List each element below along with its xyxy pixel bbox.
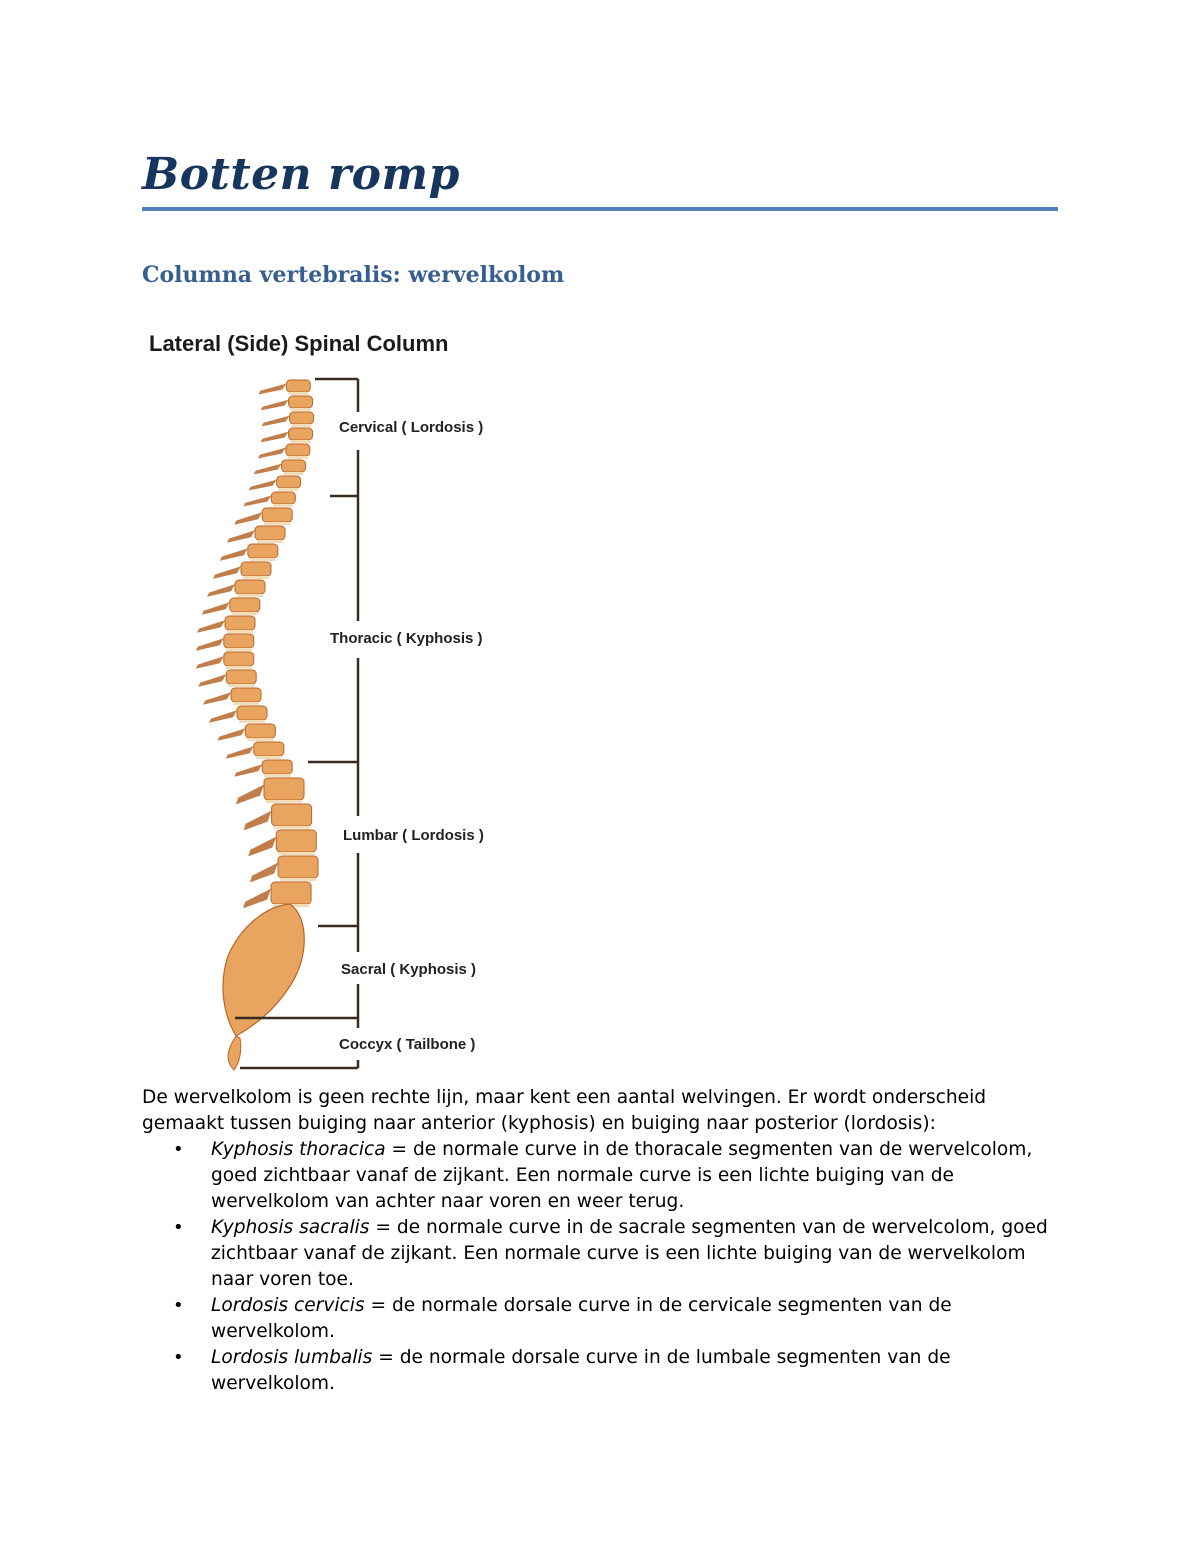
intervertebral-disc: [274, 826, 310, 829]
page-title: Botten romp: [142, 149, 460, 200]
intervertebral-disc: [279, 488, 299, 491]
vertebra-cervical: [277, 476, 301, 488]
vertebra-lumbar: [276, 830, 316, 852]
intervertebral-disc: [227, 630, 253, 633]
vertebra-lumbar: [264, 778, 304, 800]
label-lumbar: Lumbar ( Lordosis ): [343, 827, 484, 844]
list-item-term: Kyphosis sacralis: [211, 1217, 370, 1238]
list-item-term: Lordosis lumbalis: [211, 1347, 373, 1368]
vertebra-thoracic: [237, 706, 267, 720]
vertebra-thoracic: [226, 670, 256, 684]
spinous-process: [213, 566, 241, 579]
intervertebral-disc: [264, 774, 290, 777]
title-rule: [142, 207, 1058, 211]
vertebra-cervical: [289, 428, 313, 440]
vertebra-cervical: [286, 380, 310, 392]
list-item: [142, 1345, 1052, 1397]
vertebra-thoracic: [255, 526, 285, 540]
vertebra-thoracic: [241, 562, 271, 576]
spinous-process: [197, 620, 225, 633]
spinous-process: [198, 674, 226, 687]
intervertebral-disc: [237, 594, 263, 597]
vertebra-cervical: [286, 444, 310, 456]
list-item-text: = de normale curve in de thoracale segmenten van de wervelcolom, goed zichtbaar vanaf de zijkant. Een normale curve is een lichte buiging van de wervelkolom van achter naar voren en weer terug.: [211, 1139, 1033, 1212]
vertebra-thoracic: [235, 580, 265, 594]
intervertebral-disc: [226, 648, 252, 651]
vertebra-thoracic: [248, 544, 278, 558]
vertebra-thoracic: [224, 652, 254, 666]
intervertebral-disc: [250, 558, 276, 561]
intervertebral-disc: [256, 756, 282, 759]
vertebra-thoracic: [262, 508, 292, 522]
spinous-process: [234, 764, 262, 777]
vertebra-thoracic: [230, 598, 260, 612]
bullet-icon: •: [173, 1139, 184, 1160]
bullet-icon: •: [173, 1217, 184, 1238]
list-item-text: = de normale dorsale curve in de cervicale segmenten van de wervelkolom.: [211, 1295, 952, 1342]
list-item: [142, 1215, 1052, 1293]
spinous-process: [258, 448, 286, 459]
vertebra-lumbar: [278, 856, 318, 878]
spinous-process: [262, 416, 290, 427]
vertebra-thoracic: [245, 724, 275, 738]
spinous-process: [258, 384, 286, 395]
intro-paragraph: De wervelkolom is geen rechte lijn, maar kent een aantal welvingen. Er wordt onderscheid gemaakt tussen buiging naar anterior (kyphosis) en buiging naar posterior (lordosis):: [142, 1087, 987, 1134]
spine-illustration: [196, 380, 318, 1070]
vertebra-lumbar: [272, 804, 312, 826]
coccyx: [228, 1036, 241, 1070]
section-heading: Columna vertebralis: wervelkolom: [142, 262, 565, 288]
intervertebral-disc: [266, 800, 302, 803]
intervertebral-disc: [284, 472, 304, 475]
sacrum: [223, 904, 304, 1036]
list-item-text: = de normale curve in de sacrale segmenten van de wervelcolom, goed zichtbaar vanaf de zijkant. Een normale curve is een lichte buiging van de wervelkolom naar voren toe.: [211, 1217, 1048, 1290]
spinal-column-figure: [140, 316, 585, 1076]
spinous-process: [244, 811, 272, 831]
intervertebral-disc: [247, 738, 273, 741]
spinous-process: [234, 512, 262, 525]
label-coccyx: Coccyx ( Tailbone ): [339, 1036, 476, 1053]
list-item-term: Lordosis cervicis: [211, 1295, 365, 1316]
intervertebral-disc: [288, 456, 308, 459]
intervertebral-disc: [226, 666, 252, 669]
intervertebral-disc: [264, 522, 290, 525]
spinous-process: [243, 496, 271, 507]
spinous-process: [236, 785, 264, 805]
spinous-process: [196, 656, 224, 669]
label-sacral: Sacral ( Kyphosis ): [341, 961, 477, 978]
vertebra-thoracic: [224, 634, 254, 648]
spinous-process: [207, 584, 235, 597]
curvature-list: [142, 1137, 1052, 1397]
spinous-process: [203, 692, 231, 705]
vertebra-cervical: [290, 412, 314, 424]
vertebra-thoracic: [231, 688, 261, 702]
list-item-term: Kyphosis thoracica: [211, 1139, 386, 1160]
intervertebral-disc: [278, 852, 314, 855]
spinous-process: [249, 480, 277, 491]
vertebra-thoracic: [262, 760, 292, 774]
spinous-process: [217, 728, 245, 741]
intervertebral-disc: [233, 702, 259, 705]
spinous-process: [202, 602, 230, 615]
figure-title: Lateral (Side) Spinal Column: [149, 331, 449, 356]
list-item: [142, 1293, 1052, 1345]
intervertebral-disc: [232, 612, 258, 615]
vertebra-thoracic: [254, 742, 284, 756]
label-thoracic: Thoracic ( Kyphosis ): [330, 630, 483, 647]
vertebra-lumbar: [271, 882, 311, 904]
intervertebral-disc: [257, 540, 283, 543]
bullet-icon: •: [173, 1295, 184, 1316]
intervertebral-disc: [243, 576, 269, 579]
spinous-process: [243, 889, 271, 909]
intervertebral-disc: [228, 684, 254, 687]
vertebra-cervical: [271, 492, 295, 504]
intervertebral-disc: [291, 440, 311, 443]
bullet-icon: •: [173, 1347, 184, 1368]
intervertebral-disc: [292, 424, 312, 427]
spinous-process: [261, 400, 289, 411]
intervertebral-disc: [273, 504, 293, 507]
spinous-process: [248, 837, 276, 857]
intervertebral-disc: [239, 720, 265, 723]
spinous-process: [196, 638, 224, 651]
intervertebral-disc: [280, 878, 316, 881]
spinous-process: [220, 548, 248, 561]
list-item-text: = de normale dorsale curve in de lumbale segmenten van de wervelkolom.: [211, 1347, 951, 1394]
vertebra-cervical: [282, 460, 306, 472]
vertebra-cervical: [289, 396, 313, 408]
intervertebral-disc: [288, 392, 308, 395]
list-item: [142, 1137, 1052, 1215]
vertebra-thoracic: [225, 616, 255, 630]
label-cervical: Cervical ( Lordosis ): [339, 419, 484, 436]
intervertebral-disc: [291, 408, 311, 411]
spinous-process: [226, 746, 254, 759]
spinous-process: [250, 863, 278, 883]
spinous-process: [254, 464, 282, 475]
spinous-process: [209, 710, 237, 723]
spinous-process: [227, 530, 255, 543]
spinous-process: [261, 432, 289, 443]
